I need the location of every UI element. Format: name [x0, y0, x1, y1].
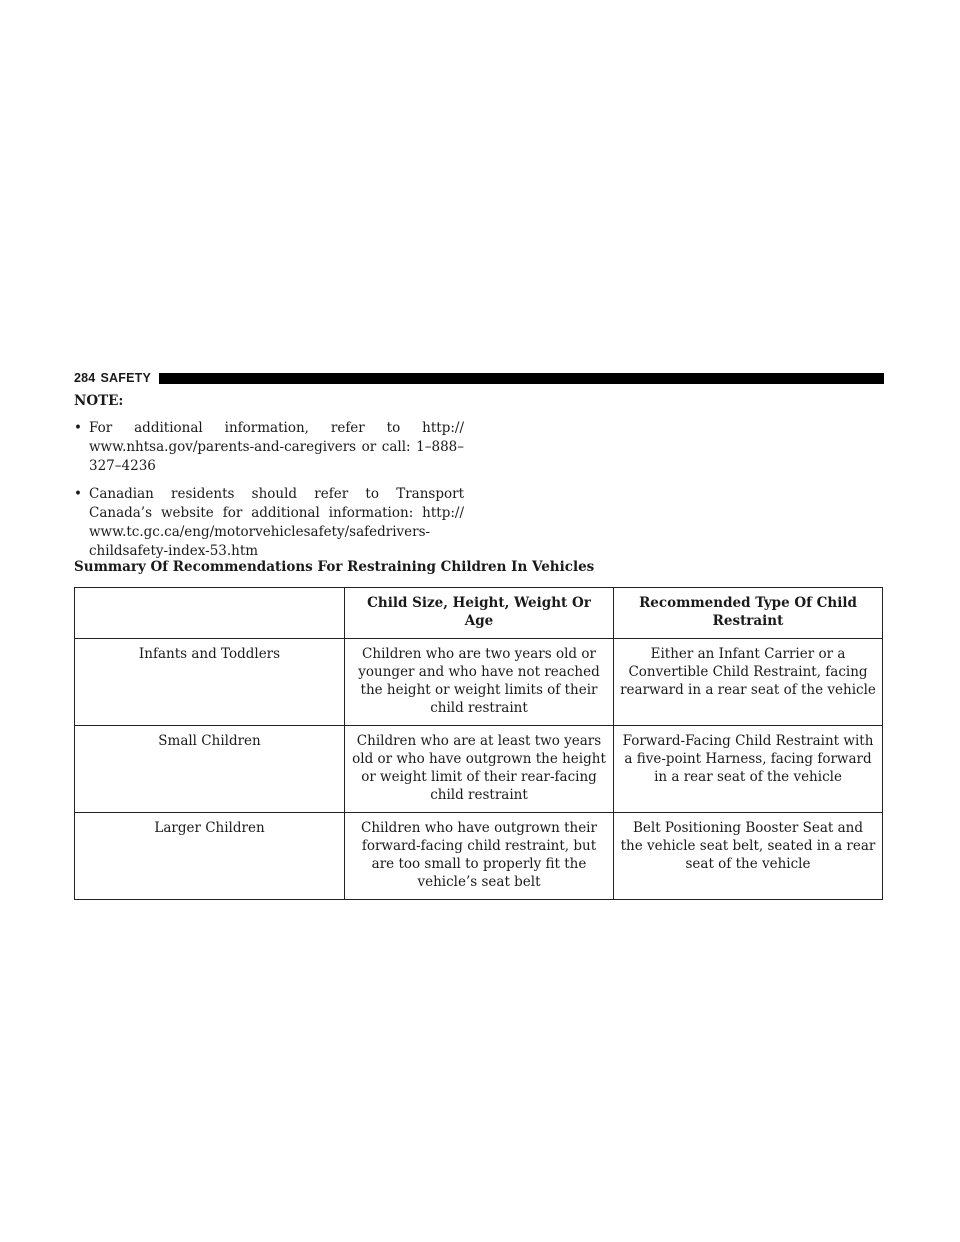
recommendations-table — [74, 587, 883, 900]
header-rule — [159, 373, 884, 384]
table-cell: Forward-Facing Child Restraint with a five-point Harness, facing forward in a rear seat of the vehicle — [614, 726, 883, 813]
column-header — [75, 588, 345, 639]
page-number: 284 — [74, 371, 96, 385]
note-bullet-text: For additional information, refer to http:// www.nhtsa.gov/parents-and-caregivers or call: 1–888–327–4236 — [89, 420, 464, 474]
summary-heading: Summary Of Recommendations For Restraining Children In Vehicles — [74, 559, 595, 575]
note-block — [74, 392, 464, 570]
table-row — [75, 726, 883, 813]
page-label — [74, 371, 151, 385]
table-cell: Larger Children — [75, 813, 345, 900]
note-bullet-text: Canadian residents should refer to Transport Canada’s website for additional information: http:// www.tc.gc.ca/eng/motorvehiclesafety/safedrivers-childsafety-index-53.htm — [89, 486, 464, 559]
table-row — [75, 639, 883, 726]
column-header: Child Size, Height, Weight Or Age — [345, 588, 614, 639]
table-cell: Belt Positioning Booster Seat and the vehicle seat belt, seated in a rear seat of the vehicle — [614, 813, 883, 900]
table-cell: Small Children — [75, 726, 345, 813]
bullet-icon: • — [74, 486, 82, 502]
table-cell: Children who are two years old or younger and who have not reached the height or weight limits of their child restraint — [345, 639, 614, 726]
section-title: SAFETY — [100, 371, 151, 385]
list-item — [74, 485, 464, 561]
table-row — [75, 813, 883, 900]
table-header-row — [75, 588, 883, 639]
table-cell: Children who have outgrown their forward-facing child restraint, but are too small to properly fit the vehicle’s seat belt — [345, 813, 614, 900]
note-title: NOTE: — [74, 393, 124, 409]
column-header: Recommended Type Of Child Restraint — [614, 588, 883, 639]
bullet-icon: • — [74, 420, 82, 436]
table-cell: Either an Infant Carrier or a Convertible Child Restraint, facing rearward in a rear seat of the vehicle — [614, 639, 883, 726]
list-item — [74, 419, 464, 476]
page-header — [74, 370, 884, 386]
note-bullet-list — [74, 419, 464, 561]
table-cell: Infants and Toddlers — [75, 639, 345, 726]
table-cell: Children who are at least two years old or who have outgrown the height or weight limit of their rear-facing child restraint — [345, 726, 614, 813]
